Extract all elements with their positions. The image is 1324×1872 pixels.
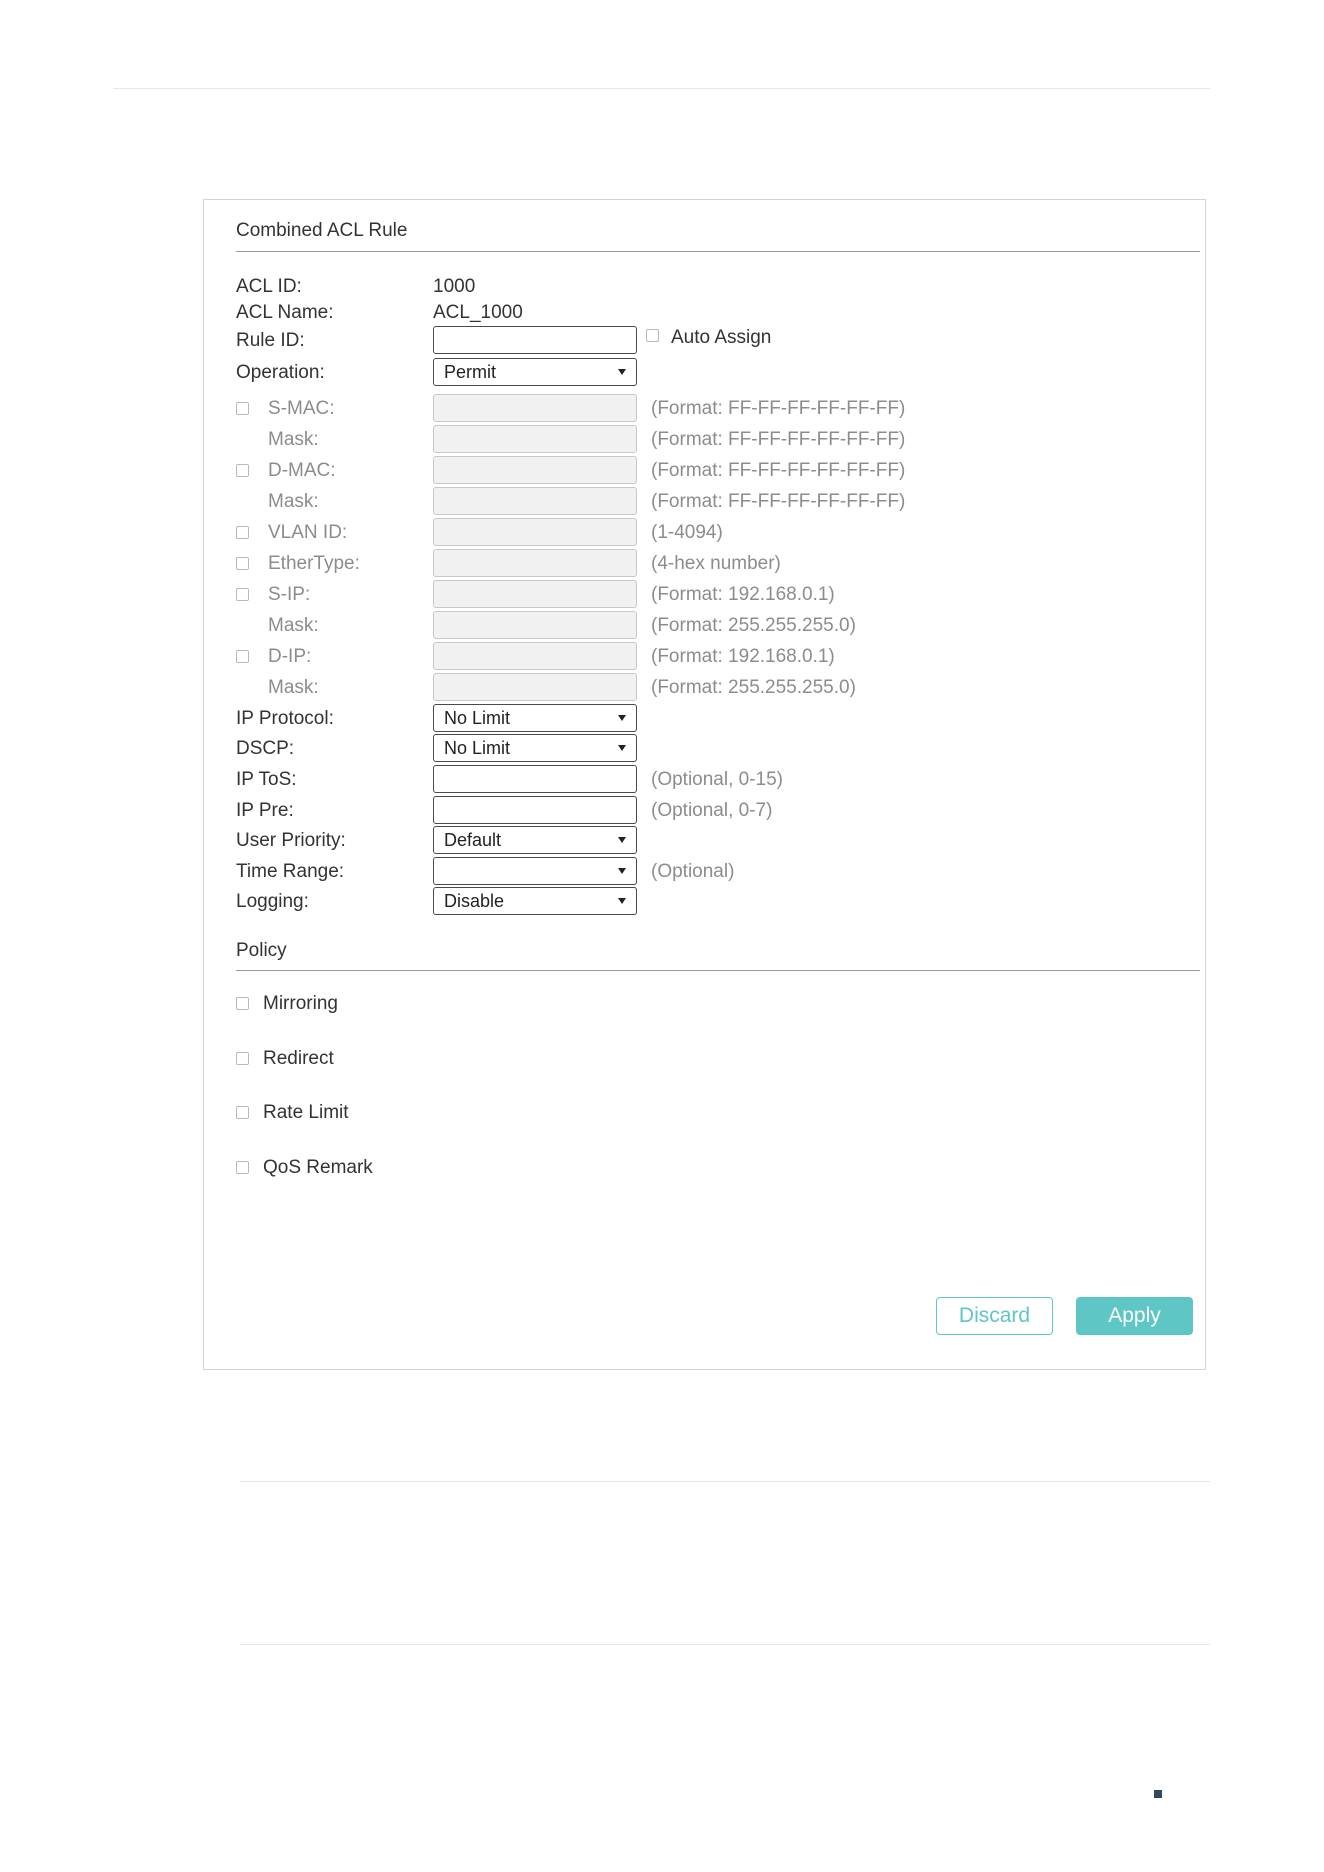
logging-row [236, 887, 1176, 917]
ip-pre-input[interactable] [433, 796, 637, 824]
ip-protocol-label: IP Protocol: [236, 708, 334, 729]
apply-button[interactable]: Apply [1076, 1297, 1193, 1335]
d-ip-mask-input[interactable] [433, 673, 637, 701]
user-priority-label: User Priority: [236, 830, 346, 851]
s-ip-mask-row [236, 611, 1176, 641]
ip-protocol-selected: No Limit [444, 707, 511, 728]
s-ip-row [236, 580, 1176, 610]
logging-label: Logging: [236, 891, 309, 912]
panel-title-rule [236, 251, 1200, 252]
s-mac-label: S-MAC: [268, 398, 335, 419]
chevron-down-icon [618, 898, 626, 904]
ip-protocol-row [236, 704, 1176, 734]
acl-id-label: ACL ID: [236, 276, 302, 297]
time-range-label: Time Range: [236, 861, 345, 882]
policy-item-redirect[interactable] [236, 1044, 536, 1074]
s-mac-mask-row [236, 425, 1176, 455]
d-ip-mask-hint: (Format: 255.255.255.0) [651, 677, 856, 698]
note-top-rule [240, 1481, 1210, 1482]
auto-assign-checkbox[interactable] [646, 329, 659, 342]
s-mac-checkbox[interactable] [236, 402, 249, 415]
ethertype-row [236, 549, 1176, 579]
combined-acl-rule-panel [203, 199, 1206, 1370]
ip-tos-row [236, 765, 1176, 795]
ethertype-input[interactable] [433, 549, 637, 577]
acl-name-label: ACL Name: [236, 302, 334, 323]
d-mac-input[interactable] [433, 456, 637, 484]
discard-button[interactable]: Discard [936, 1297, 1053, 1335]
d-ip-checkbox[interactable] [236, 650, 249, 663]
operation-select[interactable] [433, 358, 637, 386]
d-ip-row [236, 642, 1176, 672]
s-ip-label: S-IP: [268, 584, 311, 605]
logging-select[interactable] [433, 887, 637, 915]
s-mac-hint: (Format: FF-FF-FF-FF-FF-FF) [651, 398, 906, 419]
policy-item-mirroring[interactable] [236, 989, 536, 1019]
auto-assign-label: Auto Assign [671, 327, 772, 348]
dscp-select[interactable] [433, 734, 637, 762]
s-ip-mask-label: Mask: [268, 615, 319, 636]
s-ip-mask-input[interactable] [433, 611, 637, 639]
d-ip-label: D-IP: [268, 646, 312, 667]
acl-name-row [236, 298, 1176, 328]
user-priority-row [236, 826, 1176, 856]
page-marker-icon [1154, 1790, 1162, 1798]
s-mac-row [236, 394, 1176, 424]
chevron-down-icon [618, 868, 626, 874]
vlan-id-row [236, 518, 1176, 548]
policy-title: Policy [236, 940, 287, 961]
ip-tos-label: IP ToS: [236, 769, 297, 790]
s-ip-checkbox[interactable] [236, 588, 249, 601]
d-mac-mask-input[interactable] [433, 487, 637, 515]
policy-item-rate-limit[interactable] [236, 1098, 536, 1128]
time-range-row [236, 857, 1176, 887]
redirect-checkbox[interactable] [236, 1052, 249, 1065]
s-mac-mask-input[interactable] [433, 425, 637, 453]
vlan-id-hint: (1-4094) [651, 522, 723, 543]
vlan-id-label: VLAN ID: [268, 522, 348, 543]
acl-name-value: ACL_1000 [433, 302, 523, 323]
s-ip-mask-hint: (Format: 255.255.255.0) [651, 615, 856, 636]
s-mac-mask-hint: (Format: FF-FF-FF-FF-FF-FF) [651, 429, 906, 450]
d-ip-input[interactable] [433, 642, 637, 670]
policy-title-rule [236, 970, 1200, 971]
logging-selected: Disable [444, 890, 505, 911]
chevron-down-icon [618, 837, 626, 843]
ip-protocol-select[interactable] [433, 704, 637, 732]
redirect-label: Redirect [263, 1048, 334, 1069]
ip-pre-label: IP Pre: [236, 800, 294, 821]
chevron-down-icon [618, 715, 626, 721]
time-range-hint: (Optional) [651, 861, 735, 882]
operation-row [236, 358, 1176, 388]
operation-selected: Permit [444, 361, 497, 382]
page-header-rule [113, 88, 1210, 89]
ethertype-checkbox[interactable] [236, 557, 249, 570]
panel-title: Combined ACL Rule [236, 220, 408, 241]
chevron-down-icon [618, 369, 626, 375]
ip-tos-input[interactable] [433, 765, 637, 793]
dscp-label: DSCP: [236, 738, 295, 759]
rule-id-input[interactable] [433, 326, 637, 354]
ethertype-label: EtherType: [268, 553, 360, 574]
dscp-selected: No Limit [444, 737, 511, 758]
ip-pre-row [236, 796, 1176, 826]
d-mac-checkbox[interactable] [236, 464, 249, 477]
rate-limit-label: Rate Limit [263, 1102, 349, 1123]
d-ip-mask-row [236, 673, 1176, 703]
user-priority-select[interactable] [433, 826, 637, 854]
d-mac-label: D-MAC: [268, 460, 336, 481]
ip-tos-hint: (Optional, 0-15) [651, 769, 784, 790]
d-mac-hint: (Format: FF-FF-FF-FF-FF-FF) [651, 460, 906, 481]
acl-id-value: 1000 [433, 276, 476, 297]
time-range-select[interactable] [433, 857, 637, 885]
d-mac-mask-row [236, 487, 1176, 517]
s-ip-input[interactable] [433, 580, 637, 608]
d-mac-mask-label: Mask: [268, 491, 319, 512]
s-ip-hint: (Format: 192.168.0.1) [651, 584, 835, 605]
chevron-down-icon [618, 745, 626, 751]
d-mac-mask-hint: (Format: FF-FF-FF-FF-FF-FF) [651, 491, 906, 512]
ethertype-hint: (4-hex number) [651, 553, 781, 574]
ip-pre-hint: (Optional, 0-7) [651, 800, 773, 821]
d-mac-row [236, 456, 1176, 486]
d-ip-mask-label: Mask: [268, 677, 319, 698]
s-mac-input[interactable] [433, 394, 637, 422]
mirroring-checkbox[interactable] [236, 997, 249, 1010]
vlan-id-checkbox[interactable] [236, 526, 249, 539]
qos-remark-checkbox[interactable] [236, 1161, 249, 1174]
d-ip-hint: (Format: 192.168.0.1) [651, 646, 835, 667]
rule-id-row [236, 326, 1176, 356]
s-mac-mask-label: Mask: [268, 429, 319, 450]
policy-item-qos-remark[interactable] [236, 1153, 536, 1183]
mirroring-label: Mirroring [263, 993, 338, 1014]
operation-label: Operation: [236, 362, 325, 383]
user-priority-selected: Default [444, 829, 502, 850]
rule-id-label: Rule ID: [236, 330, 305, 351]
vlan-id-input[interactable] [433, 518, 637, 546]
dscp-row [236, 734, 1176, 764]
note-bottom-rule [240, 1644, 1210, 1645]
qos-remark-label: QoS Remark [263, 1157, 373, 1178]
rate-limit-checkbox[interactable] [236, 1106, 249, 1119]
